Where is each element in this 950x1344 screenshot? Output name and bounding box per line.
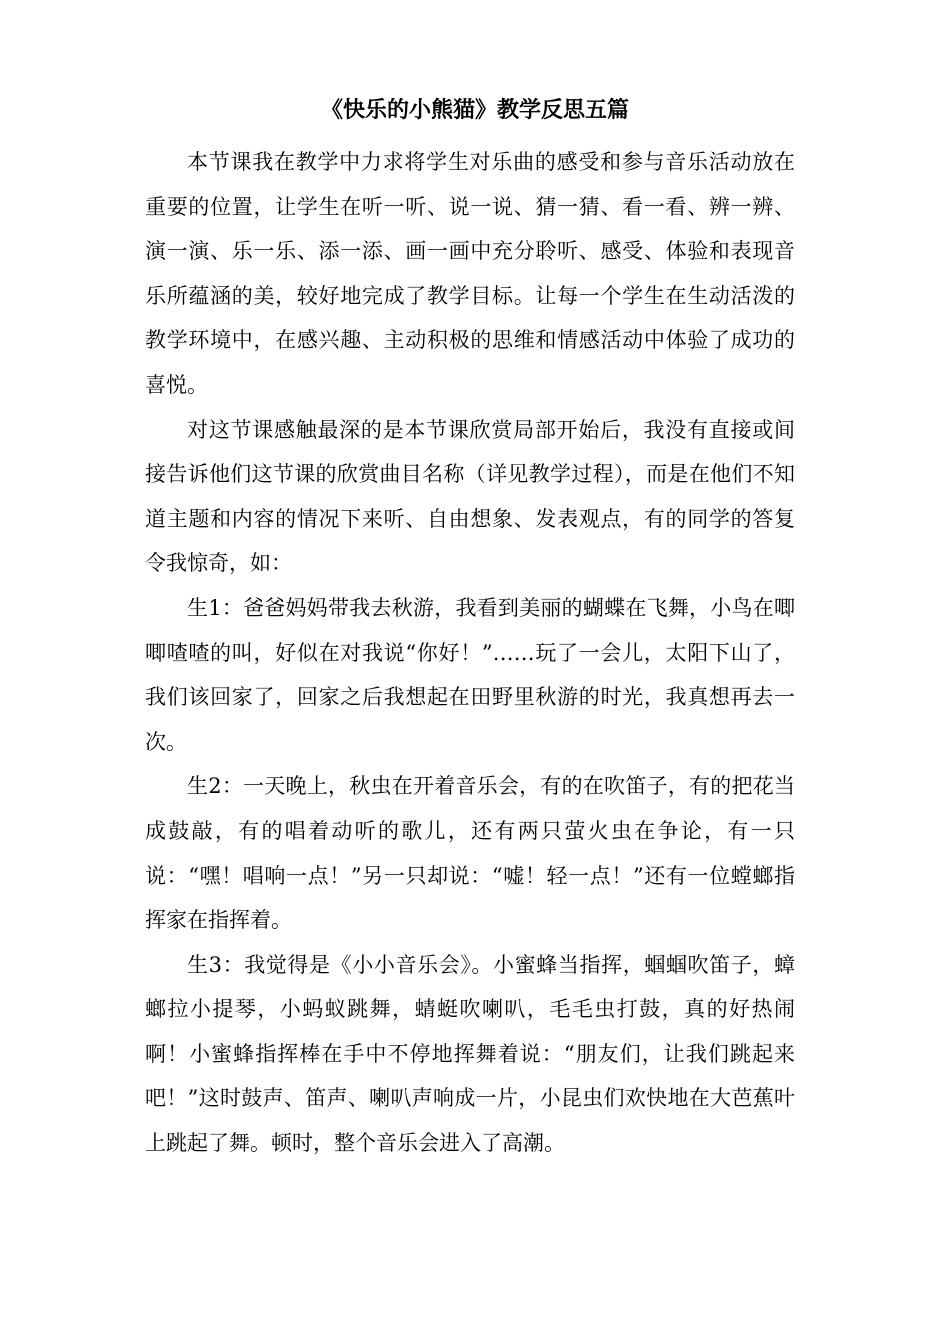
paragraph-reflection: 对这节课感触最深的是本节课欣赏局部开始后，我没有直接或间接告诉他们这节课的欣赏曲目名称（详见教学过程），而是在他们不知道主题和内容的情况下来听、自由想象、发表观点，有的同学的答复令我惊奇，如： (145, 417, 795, 576)
paragraph-student-1: 生1：爸爸妈妈带我去秋游，我看到美丽的蝴蝶在飞舞，小鸟在唧唧喳喳的叫，好似在对我说“你好！”……玩了一会儿，太阳下山了，我们该回家了，回家之后我想起在田野里秋游的时光，我真想再去一次。 (145, 595, 795, 754)
document-title: 《快乐的小熊猫》教学反思五篇 (320, 98, 629, 123)
paragraph-intro: 本节课我在教学中力求将学生对乐曲的感受和参与音乐活动放在重要的位置，让学生在听一听、说一说、猜一猜、看一看、辨一辨、演一演、乐一乐、添一添、画一画中充分聆听、感受、体验和表现音乐所蕴涵的美，较好地完成了教学目标。让每一个学生在生动活泼的教学环境中，在感兴趣、主动积极的思维和情感活动中体验了成功的喜悦。 (145, 150, 795, 397)
paragraph-student-2: 生2：一天晚上，秋虫在开着音乐会，有的在吹笛子，有的把花当成鼓敲，有的唱着动听的歌儿，还有两只萤火虫在争论，有一只说：“嘿！唱响一点！”另一只却说：“嘘！轻一点！”还有一位螳螂指挥家在指挥着。 (145, 774, 795, 933)
paragraph-student-3: 生3：我觉得是《小小音乐会》。小蜜蜂当指挥，蝈蝈吹笛子，蟑螂拉小提琴，小蚂蚁跳舞，蜻蜓吹喇叭，毛毛虫打鼓，真的好热闹啊！小蜜蜂指挥棒在手中不停地挥舞着说：“朋友们，让我们跳起来吧！”这时鼓声、笛声、喇叭声响成一片，小昆虫们欢快地在大芭蕉叶上跳起了舞。顿时，整个音乐会进入了高潮。 (145, 952, 795, 1156)
document-body (145, 140, 795, 1166)
